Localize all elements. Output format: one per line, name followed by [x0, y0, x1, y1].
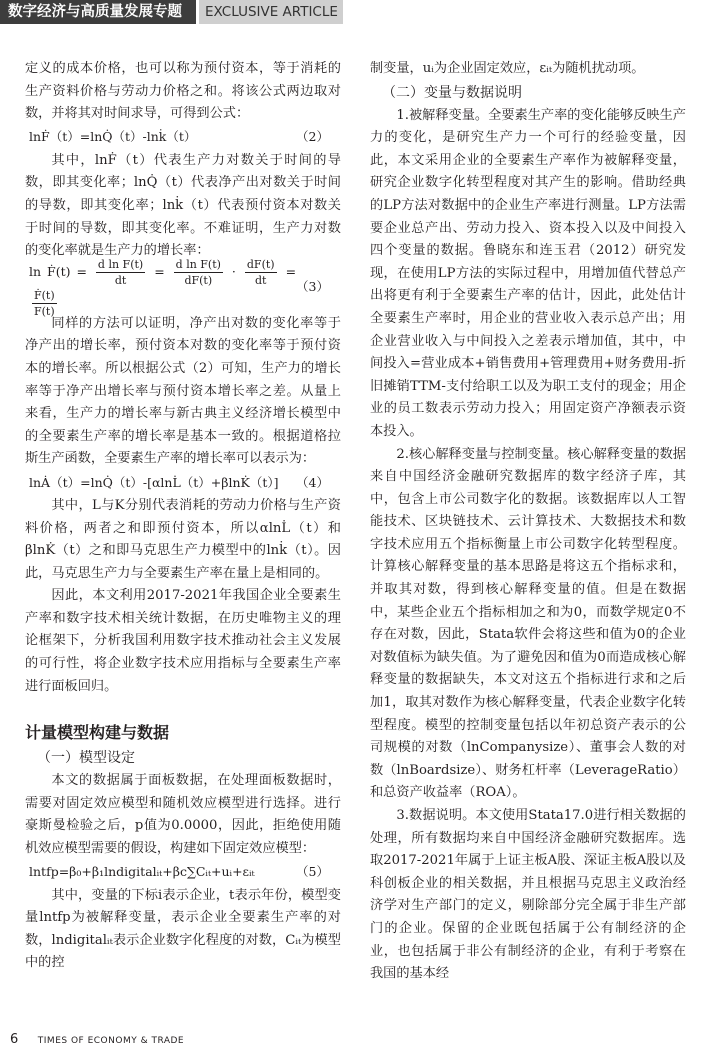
- paragraph: 制变量，uᵢ为企业固定效应，εᵢₜ为随机扰动项。: [370, 61, 645, 76]
- paragraph: 同样的方法可以证明，净产出对数的变化率等于净产出的增长率，预付资本对数的变化率等于预付资本的增长率。所以根据公式（2）可知，生产力的增长率等于净产出增长率与预付资本增长率之差。从量上来看，生产力的增长率与新古典主义经济增长模型中的全要素生产率的增长率是基本一致的。根据道格拉斯生产函数，全要素生产率的增长率可以表示为：: [25, 315, 341, 467]
- formula-2-number: （2）: [296, 129, 329, 145]
- page-number: 6: [10, 1032, 19, 1047]
- formula-5-expr: lntfp=β₀+β₁lndigitalᵢₜ+βc∑Cᵢₜ+uᵢ+εᵢₜ: [29, 864, 255, 880]
- formula-3-lhs: ln Ḟ(t) =: [29, 263, 87, 279]
- paragraph: 3.数据说明。本文使用Stata17.0进行相关数据的处理，所有数据均来自中国经济金融研究数据库。选取2017-2021年属于上证主板A股、深证主板A股以及科创板企业的相关数据，并且根据马克思主义政治经济学对生产部门的定义，剔除部分完全属于非生产部门的企业。保留的企业既包括属于公有制经济的企业，也包括属于非公有制经济的企业，有利于考察在我国的基本经: [370, 808, 686, 982]
- subsection-title: （一）模型设定: [37, 750, 135, 767]
- paragraph: 因此，本文利用2017-2021年我国企业全要素生产率和数字技术相关统计数据，在历史唯物主义的理论框架下，分析我国利用数字技术推动社会主义发展的可行性，将企业数字技术应用指标与全要素生产率进行面板回归。: [25, 588, 341, 694]
- page-header: [0, 0, 709, 24]
- paragraph: 本文的数据属于面板数据，在处理面板数据时，需要对固定效应模型和随机效应模型进行选择。进行豪斯曼检验之后，p值为0.0000，因此，拒绝使用随机效应模型需要的假设，构建如下固定效应模型：: [25, 773, 341, 857]
- formula-3-dot: ·: [231, 263, 236, 279]
- paragraph: 1.被解释变量。全要素生产率的变化能够反映生产力的变化，是研究生产力一个可行的经验变量，因此，本文采用企业的全要素生产率作为被解释变量，研究企业数字化转型程度对其产生的影响。借助经典的LP方法对数据中的企业生产率进行测量。LP方法需要企业总产出、劳动力投入、资本投入以及中间投入四个变量的数据。鲁晓东和连玉君（2012）研究发现，在使用LP方法的实际过程中，用增加值代替总产出将更有利于全要素生产率的估计，因此，此处估计全要素生产率时，用企业的营业收入表示总产出；用企业营业收入与中间投入之差表示增加值，其中，中间投入=营业成本+销售费用+管理费用+财务费用-折旧摊销TTM-支付给职工以及为职工支付的现金；用企业的员工数表示劳动力投入；用固定资产净额表示资本投入。: [370, 107, 686, 439]
- right-column: [370, 58, 686, 986]
- formula-3: [25, 257, 341, 318]
- formula-3-frac-2: $\frac{\text{d ln F(t)}}{dF(t)}$: [175, 257, 221, 287]
- formula-2: [25, 126, 341, 150]
- formula-3-frac-1: $\frac{\text{d ln F(t)}}{dt}$: [97, 257, 144, 287]
- section-title: 计量模型构建与数据: [25, 723, 170, 743]
- paragraph: 2.核心解释变量与控制变量。核心解释变量的数据来自中国经济金融研究数据库的数字经济子库，其中，包含上市公司数字化的数据。该数据库以人工智能技术、区块链技术、云计算技术、大数据技术和数字技术应用五个指标衡量上市公司数字化转型程度。计算核心解释变量的基本思路是将这五个指标求和，并取其对数，得到核心解释变量的值。但是在数据中，某些企业五个指标相加之和为0，而数学规定0不存在对数，因此，Stata软件会将这些和值为0的企业对数值标为缺失值。为了避免因和值为0而造成核心解释变量的数据缺失，本文对这五个指标进行求和之后加1，取其对数作为核心解释变量，代表企业数字化转型程度。模型的控制变量包括以年初总资产表示的公司规模的对数（lnCompanysize）、董事会人数的对数（lnBoardsize）、财务杠杆率（LeverageRatio）和总资产收益率（ROA）。: [370, 446, 686, 801]
- formula-3-number: （3）: [296, 279, 329, 295]
- formula-3-equals: =: [154, 263, 165, 279]
- header-article-type: EXCLUSIVE ARTICLE: [199, 0, 343, 24]
- formula-5: [25, 861, 341, 885]
- formula-2-expr: lnḞ（t）=lnQ̇（t）-lnk̇（t）: [29, 129, 197, 145]
- formula-4-expr: lnȦ（t）=lnQ̇（t）-[αlnL̇（t）+βlnK̇（t）]: [29, 474, 279, 490]
- header-section-title: 数字经济与高质量发展专题: [0, 0, 196, 24]
- formula-4: [25, 471, 341, 495]
- page-footer: [10, 1032, 184, 1047]
- left-column: [25, 58, 341, 975]
- formula-5-number: （5）: [296, 864, 329, 880]
- paragraph: 定义的成本价格，也可以称为预付资本，等于消耗的生产资料价格与劳动力价格之和。将该公式两边取对数，并将其对时间求导，可得到公式：: [25, 61, 341, 122]
- paragraph: 其中，lnḞ（t）代表生产力对数关于时间的导数，即其变化率；lnQ̇（t）代表净产出对数关于时间的导数，即其变化率；lnk̇（t）代表预付资本对数关于时间的导数，即其变化率。不难证明，生产力对数的变化率就是生产力的增长率：: [25, 152, 341, 259]
- formula-3-equals-2: =: [285, 263, 297, 279]
- magazine-name: TIMES OF ECONOMY & TRADE: [37, 1036, 185, 1046]
- subsection-title: （二）变量与数据说明: [382, 84, 522, 101]
- formula-3-expr: [29, 257, 296, 319]
- paragraph: 其中，L与K分别代表消耗的劳动力价格与生产资料价格，两者之和即预付资本，所以αlnL̇（t）和βlnK̇（t）之和即马克思生产力模型中的lnk̇（t）。因此，马克思生产力与全要素生产率在量上是相同的。: [25, 497, 341, 581]
- formula-4-number: （4）: [296, 474, 329, 490]
- formula-3-frac-4: $\frac{\text{Ḟ(t)}}{F(t)}$: [34, 288, 55, 318]
- paragraph: 其中，变量的下标i表示企业，t表示年份，模型变量lntfp为被解释变量，表示企业全要素生产率的对数，lndigitalᵢₜ表示企业数字化程度的对数，Cᵢₜ为模型中的控: [25, 887, 341, 971]
- formula-3-frac-3: $\frac{dF(t)}{dt}$: [246, 257, 275, 287]
